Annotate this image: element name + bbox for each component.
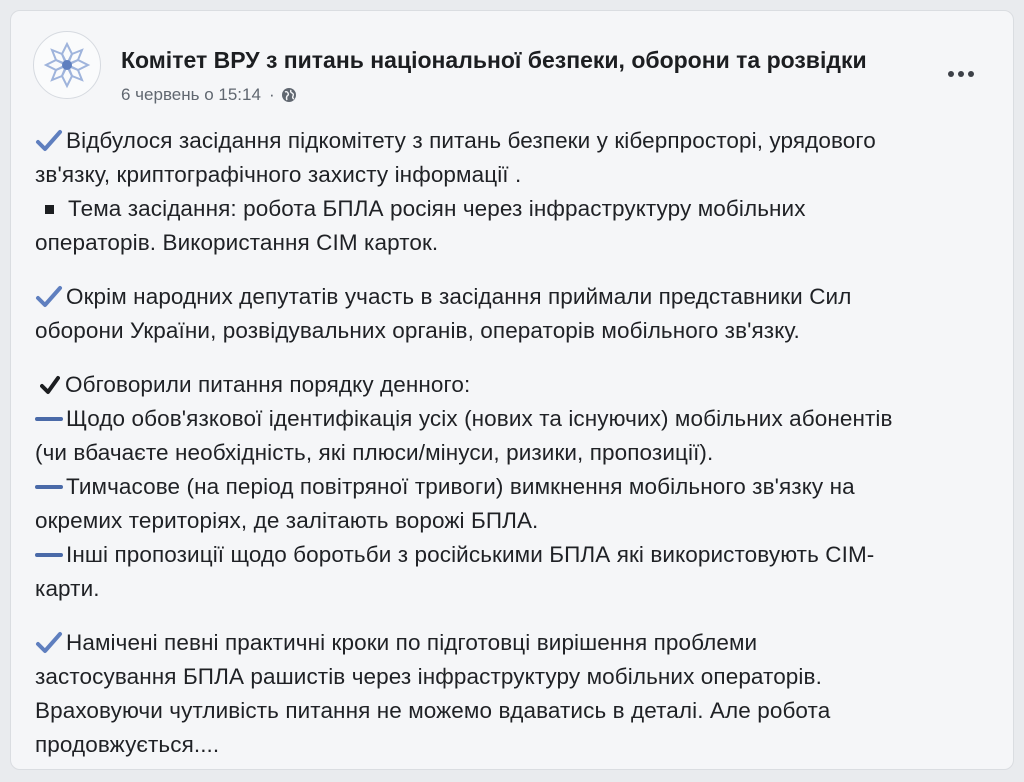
text-line: оборони України, розвідувальних органів, операторів мобільного зв'язку. bbox=[35, 318, 800, 343]
text-line: зв'язку, криптографічного захисту інформації . bbox=[35, 162, 522, 187]
paragraph-3 bbox=[35, 368, 1010, 606]
text-line: операторів. Використання СІМ карток. bbox=[35, 230, 439, 255]
meta-separator: · bbox=[268, 85, 275, 104]
text-line: Тимчасове (на період повітряної тривоги) вимкнення мобільного зв'язку на bbox=[66, 474, 855, 499]
text-line: Відбулося засідання підкомітету з питань безпеки у кіберпросторі, урядового bbox=[66, 128, 876, 153]
more-options-icon bbox=[948, 71, 954, 77]
check-mark-icon bbox=[35, 630, 63, 656]
page-name-link[interactable]: Комітет ВРУ з питань національної безпеки, оборони та розвідки bbox=[121, 47, 867, 73]
avatar[interactable] bbox=[33, 31, 101, 99]
dash-icon bbox=[35, 485, 63, 489]
facebook-post bbox=[10, 10, 1014, 770]
text-line: Тема засідання: робота БПЛА росіян через інфраструктуру мобільних bbox=[68, 196, 806, 221]
text-line: карти. bbox=[35, 576, 100, 601]
text-line: застосування БПЛА рашистів через інфраструктуру мобільних операторів. bbox=[35, 664, 822, 689]
text-line: (чи вбачаєте необхідність, які плюси/мінуси, ризики, пропозиції). bbox=[35, 440, 714, 465]
globe-icon[interactable] bbox=[281, 87, 297, 103]
black-square-icon bbox=[45, 205, 54, 214]
heavy-check-mark-icon bbox=[40, 375, 60, 395]
dash-icon bbox=[35, 553, 63, 557]
text-line: продовжується.... bbox=[35, 732, 220, 757]
paragraph-4 bbox=[35, 626, 1010, 762]
check-mark-icon bbox=[35, 128, 63, 154]
dash-icon bbox=[35, 417, 63, 421]
text-line: Щодо обов'язкової ідентифікація усіх (нових та існуючих) мобільних абонентів bbox=[66, 406, 893, 431]
post-header bbox=[33, 29, 993, 119]
text-line: Окрім народних депутатів участь в засідання приймали представники Сил bbox=[66, 284, 852, 309]
text-line: окремих територіях, де залітають ворожі БПЛА. bbox=[35, 508, 539, 533]
text-line: Намічені певні практичні кроки по підготовці вирішення проблеми bbox=[66, 630, 758, 655]
text-line: Враховуючи чутливість питання не можемо вдаватись в деталі. Але робота bbox=[35, 698, 831, 723]
text-line: Обговорили питання порядку денного: bbox=[65, 372, 471, 397]
check-mark-icon bbox=[35, 284, 63, 310]
post-date[interactable]: 6 червень о 15:14 bbox=[121, 85, 261, 104]
more-options-button[interactable] bbox=[939, 59, 983, 89]
committee-emblem-icon bbox=[42, 40, 92, 90]
paragraph-1 bbox=[35, 124, 1010, 260]
post-body bbox=[35, 124, 1010, 782]
text-line: Інші пропозиції щодо боротьби з російськими БПЛА які використовують СІМ- bbox=[66, 542, 875, 567]
post-meta bbox=[121, 85, 297, 105]
paragraph-2 bbox=[35, 280, 1010, 348]
